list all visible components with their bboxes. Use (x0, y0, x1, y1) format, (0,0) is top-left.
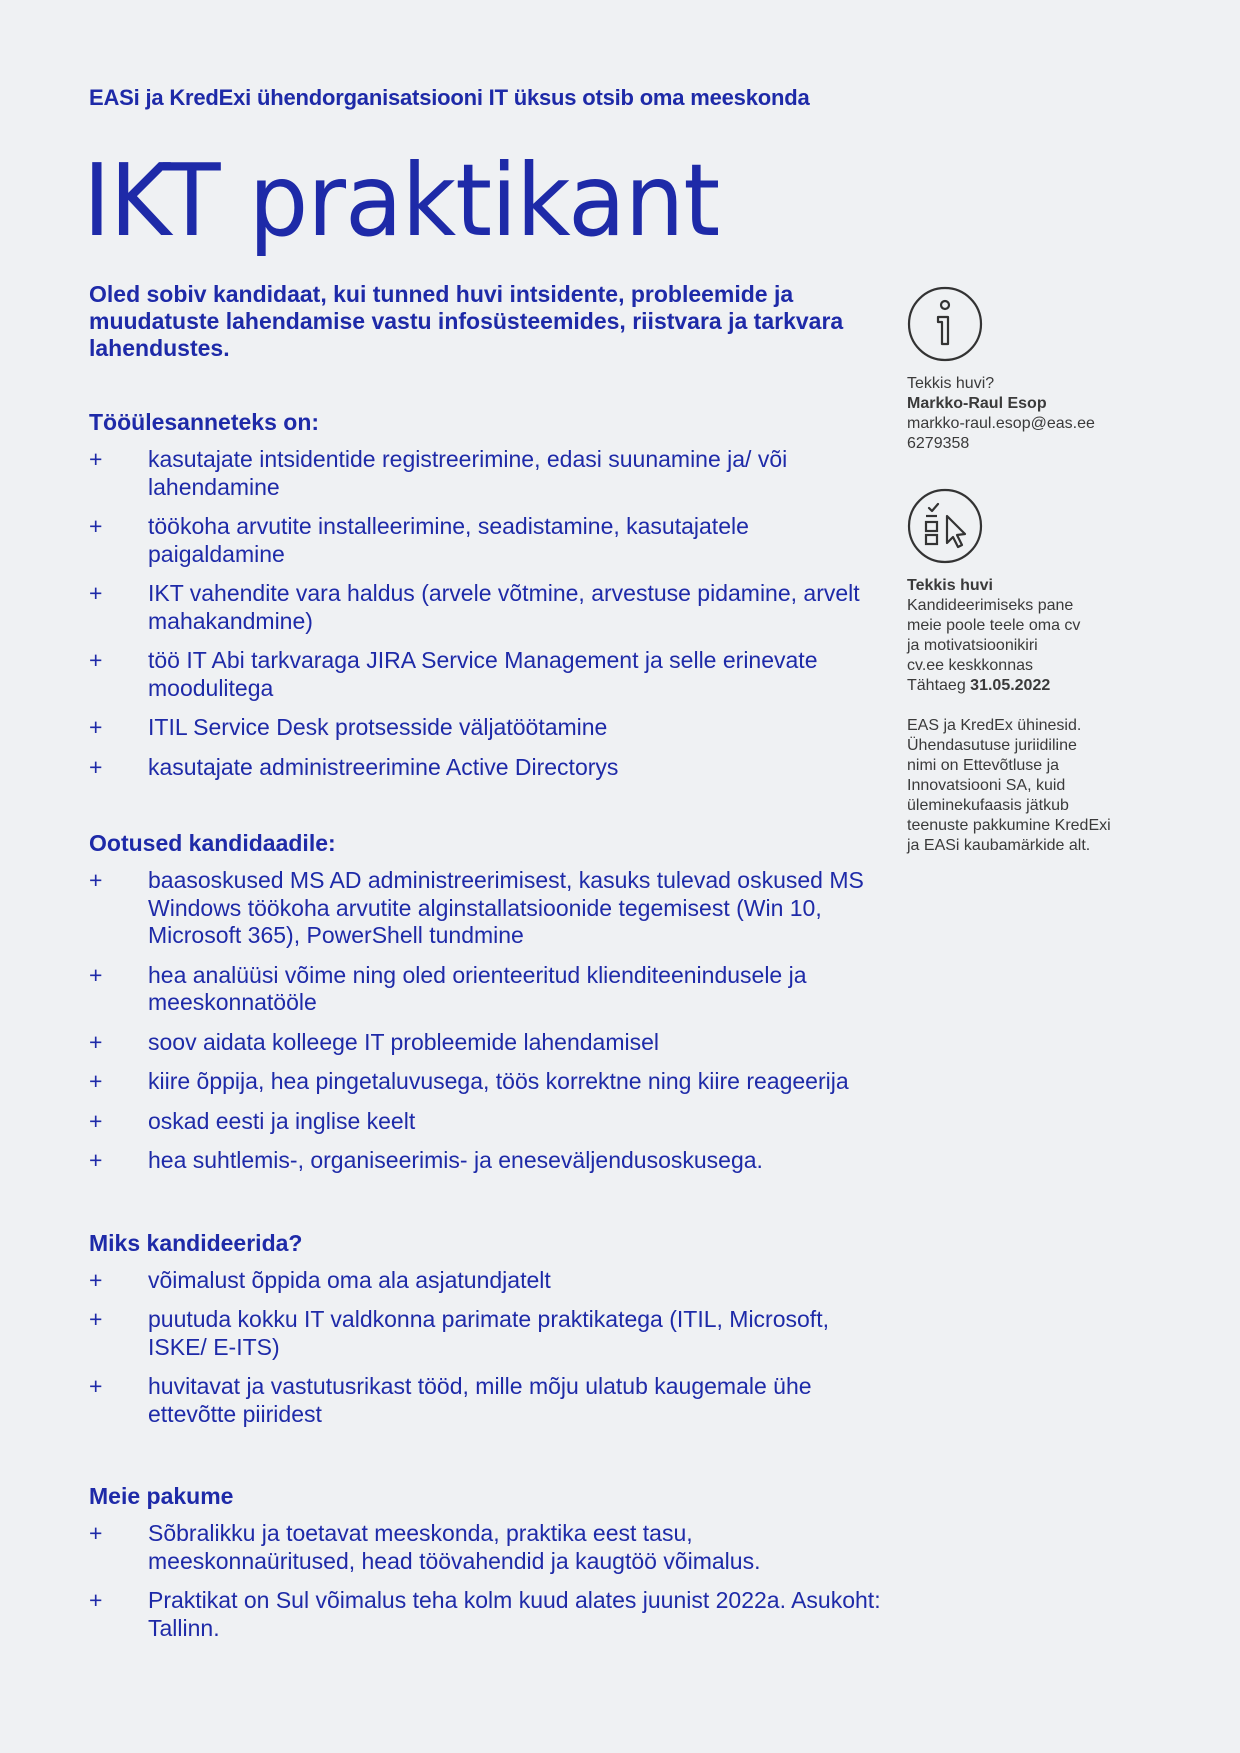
list-item: + soov aidata kolleege IT probleemide lahendamisel (89, 1028, 660, 1055)
section-heading: Miks kandideerida? (89, 1229, 303, 1256)
plus-icon: + (89, 867, 103, 893)
contact-intro: Tekkis huvi? (907, 375, 995, 392)
list-item: + baasoskused MS AD administreerimisest, kasuks tulevad oskused MS Windows töökoha arvutite alginstallatsioonide tegemisest (Win 10, Microsoft 365), PowerShell tundmine (89, 867, 864, 948)
list-item: + hea analüüsi võime ning oled orienteeritud klienditeenindusele ja meeskonnatööle (89, 961, 807, 1015)
contact-email[interactable]: markko-raul.esop@eas.ee (907, 415, 1095, 432)
apply-text: ja motivatsioonikiri (907, 637, 1038, 654)
plus-icon: + (89, 513, 103, 539)
section-heading: Meie pakume (89, 1483, 234, 1509)
main-column (83, 80, 889, 1642)
deadline-date: 31.05.2022 (970, 677, 1051, 694)
list-item: + IKT vahendite vara haldus (arvele võtmine, arvestuse pidamine, arvelt mahakandmine) (89, 580, 860, 634)
plus-icon: + (89, 1107, 103, 1134)
offer-list (89, 1520, 889, 1642)
plus-icon: + (89, 1068, 103, 1094)
task-list (89, 446, 889, 781)
page-title: IKT praktikant (83, 142, 720, 259)
plus-icon: + (89, 1373, 103, 1399)
apply-heading: Tekkis huvi (907, 577, 993, 594)
list-item: + huvitavat ja vastutusrikast tööd, mille mõju ulatub kaugemale ühe ettevõtte piiridest (89, 1373, 812, 1427)
list-item: + ITIL Service Desk protsesside väljatöötamine (89, 714, 608, 740)
section-why-apply (89, 1229, 889, 1429)
list-item: + hea suhtlemis-, organiseerimis- ja eneseväljendusoskusega. (89, 1147, 763, 1173)
expectations-list (89, 867, 889, 1175)
list-item: + töökoha arvutite installeerimine, seadistamine, kasutajatele paigaldamine (89, 513, 749, 567)
lead-paragraph: Oled sobiv kandidaat, kui tunned huvi intsidente, probleemide ja muudatuste lahendamise vastu infosüsteemides, riistvara ja tarkvara lahendustes. (89, 281, 844, 361)
plus-icon: + (89, 1520, 103, 1546)
list-item: + töö IT Abi tarkvaraga JIRA Service Management ja selle erinevate moodulitega (89, 647, 818, 701)
plus-icon: + (89, 446, 103, 472)
section-offer (89, 1482, 889, 1642)
list-item: + võimalust õppida oma ala asjatundjatelt (89, 1266, 551, 1293)
contact-phone[interactable]: 6279358 (907, 435, 970, 452)
plus-icon: + (89, 961, 103, 988)
list-item: + oskad eesti ja inglise keelt (89, 1107, 416, 1134)
plus-icon: + (89, 1028, 103, 1055)
section-heading: Tööülesanneteks on: (89, 409, 320, 435)
list-item: + kasutajate administreerimine Active Directorys (89, 753, 619, 780)
list-item: + kasutajate intsidentide registreerimine, edasi suunamine ja/ või lahendamine (89, 446, 788, 500)
plus-icon: + (89, 1587, 103, 1613)
merger-note: EAS ja KredEx ühinesid. Ühendasutuse juriidiline nimi on Ettevõtluse ja Innovatsiooni SA, kuid üleminekufaasis jätkub teenuste pakkumine KredExi ja EASi kaubamärkide alt. (907, 717, 1111, 854)
plus-icon: + (89, 753, 103, 780)
plus-icon: + (89, 580, 103, 606)
list-item: + Praktikat on Sul võimalus teha kolm kuud alates juunist 2022a. Asukoht: Tallinn. (89, 1587, 881, 1641)
apply-block (907, 488, 1147, 696)
plus-icon: + (89, 1306, 103, 1332)
plus-icon: + (89, 1147, 103, 1173)
contact-block (907, 286, 1147, 454)
why-list (89, 1267, 889, 1429)
checklist-cursor-icon (907, 488, 983, 564)
contact-name: Markko-Raul Esop (907, 395, 1047, 412)
section-expectations (89, 829, 889, 1175)
sidebar (907, 286, 1147, 856)
section-heading: Ootused kandidaadile: (89, 830, 336, 856)
plus-icon: + (89, 647, 103, 673)
apply-text: meie poole teele oma cv (907, 617, 1081, 634)
list-item: + Sõbralikku ja toetavat meeskonda, praktika eest tasu, meeskonnaüritused, head töövahendid ja kaugtöö võimalus. (89, 1520, 761, 1574)
deadline: Tähtaeg 31.05.2022 (907, 677, 1051, 694)
list-item: + kiire õppija, hea pingetaluvusega, töös korrektne ning kiire reageerija (89, 1068, 849, 1094)
list-item: + puutuda kokku IT valdkonna parimate praktikatega (ITIL, Microsoft, ISKE/ E-ITS) (89, 1306, 829, 1360)
info-icon (907, 286, 983, 362)
plus-icon: + (89, 1266, 103, 1293)
apply-text: cv.ee keskkonnas (907, 657, 1033, 674)
plus-icon: + (89, 714, 103, 740)
kicker: EASi ja KredExi ühendorganisatsiooni IT üksus otsib oma meeskonda (89, 85, 810, 110)
section-tasks (89, 408, 889, 781)
apply-text: Kandideerimiseks pane (907, 597, 1074, 614)
